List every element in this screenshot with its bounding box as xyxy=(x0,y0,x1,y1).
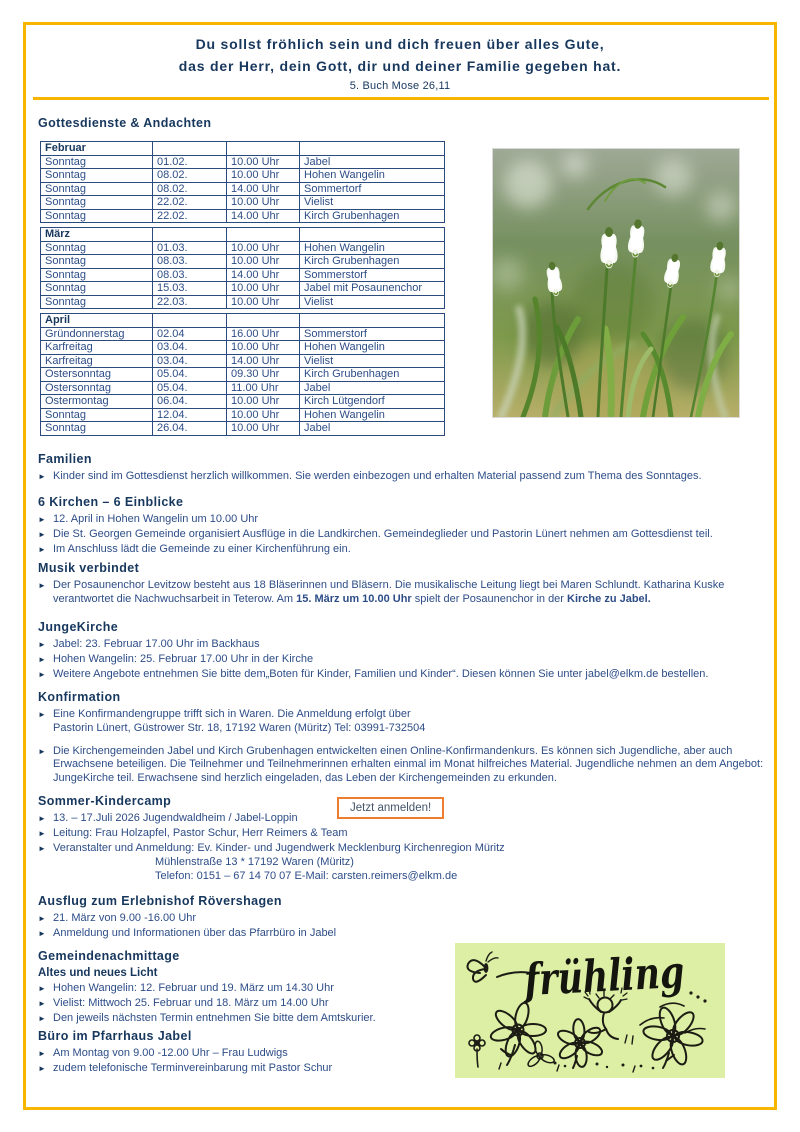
bullet-arrow-icon: ► xyxy=(38,581,46,590)
junge-kirche-item: Weitere Angebote entnehmen Sie bitte dem„Boten für Kinder, Familien und Kinder“. Diesen können Sie unter jabel@elkm.de bestellen. xyxy=(53,667,709,680)
schedule-month-header-row xyxy=(41,314,445,328)
kirchen-item: 12. April in Hohen Wangelin um 10.00 Uhr xyxy=(53,513,259,525)
gemeindenachmittage-item: Hohen Wangelin: 12. Februar und 19. März um 14.30 Uhr xyxy=(53,982,334,994)
schedule-cell: 10.00 Uhr xyxy=(227,169,300,183)
junge-kirche-item: Jabel: 23. Februar 17.00 Uhr im Backhaus xyxy=(53,638,260,650)
bullet-arrow-icon: ► xyxy=(38,914,46,923)
schedule-cell: Jabel mit Posaunenchor xyxy=(300,282,445,296)
schedule-cell: 10.00 Uhr xyxy=(227,155,300,169)
schedule-month-header-row xyxy=(41,228,445,242)
verse-line-1: Du sollst fröhlich sein und dich freuen über alles Gute, xyxy=(195,36,605,52)
schedule-cell: 10.00 Uhr xyxy=(227,395,300,409)
schedule-row xyxy=(41,209,445,223)
bullet-arrow-icon: ► xyxy=(38,529,46,539)
schedule-row xyxy=(41,354,445,368)
schedule-empty-cell xyxy=(227,228,300,242)
schedule-cell: Sommerstorf xyxy=(300,268,445,282)
schedule-cell: 01.03. xyxy=(153,241,227,255)
schedule-cell: 14.00 Uhr xyxy=(227,354,300,368)
schedule-cell: Sommertorf xyxy=(300,182,445,196)
bullet-arrow-icon: ► xyxy=(38,710,46,719)
familien-item: Kinder sind im Gottesdienst herzlich willkommen. Sie werden einbezogen und erhalten Material passend zum Thema des Sonntages. xyxy=(53,470,702,482)
section-6-kirchen xyxy=(38,495,770,557)
schedule-cell: 15.03. xyxy=(153,282,227,296)
schedule-cell: Ostersonntag xyxy=(41,381,153,395)
schedule-row xyxy=(41,241,445,255)
schedule-cell: 14.00 Uhr xyxy=(227,209,300,223)
schedule-row xyxy=(41,268,445,282)
schedule-cell: 08.03. xyxy=(153,268,227,282)
kindercamp-item: Veranstalter und Anmeldung: Ev. Kinder- und Jugendwerk Mecklenburg Kirchenregion Müritz xyxy=(53,841,505,854)
schedule-empty-cell xyxy=(300,314,445,328)
bullet-arrow-icon: ► xyxy=(38,1013,46,1023)
schedule-cell: 14.00 Uhr xyxy=(227,268,300,282)
schedule-empty-cell xyxy=(153,142,227,156)
schedule-cell: Sonntag xyxy=(41,182,153,196)
bullet-arrow-icon: ► xyxy=(38,984,46,993)
schedule-cell: 22.02. xyxy=(153,209,227,223)
schedule-cell: Jabel xyxy=(300,155,445,169)
ausflug-heading: Ausflug zum Erlebnishof Rövershagen xyxy=(38,894,282,908)
bullet-arrow-icon: ► xyxy=(38,654,46,664)
schedule-cell: Sonntag xyxy=(41,155,153,169)
section-buero xyxy=(38,1029,448,1077)
schedule-row xyxy=(41,381,445,395)
kirchen-item: Im Anschluss lädt die Gemeinde zu einer Kirchenführung ein. xyxy=(53,542,351,555)
schedule-cell: 01.02. xyxy=(153,155,227,169)
schedule-cell: Sonntag xyxy=(41,196,153,210)
section-familien xyxy=(38,452,770,485)
schedule-title: Gottesdienste & Andachten xyxy=(38,116,212,130)
section-gottesdienste xyxy=(38,116,770,134)
junge-kirche-heading: JungeKirche xyxy=(38,620,119,634)
schedule-row xyxy=(41,282,445,296)
schedule-cell: Sonntag xyxy=(41,282,153,296)
schedule-cell: 10.00 Uhr xyxy=(227,196,300,210)
schedule-cell: Hohen Wangelin xyxy=(300,341,445,355)
schedule-row xyxy=(41,395,445,409)
schedule-cell: 10.00 Uhr xyxy=(227,255,300,269)
section-musik xyxy=(38,561,770,608)
schedule-cell: Hohen Wangelin xyxy=(300,408,445,422)
ausflug-item: Anmeldung und Informationen über das Pfarrbüro in Jabel xyxy=(53,926,337,939)
schedule-empty-cell xyxy=(227,314,300,328)
schedule-cell: 05.04. xyxy=(153,368,227,382)
schedule-cell: 10.00 Uhr xyxy=(227,422,300,436)
schedule-cell: Kirch Grubenhagen xyxy=(300,255,445,269)
schedule-cell: Sonntag xyxy=(41,268,153,282)
schedule-cell: Ostersonntag xyxy=(41,368,153,382)
musik-paragraph xyxy=(53,579,770,607)
konfirmation-item-line2: Pastorin Lünert, Güstrower Str. 18, 17192 Waren (Müritz) Tel: 03991-732504 xyxy=(53,721,426,734)
schedule-cell: 08.03. xyxy=(153,255,227,269)
konfirmation-item: Die Kirchengemeinden Jabel und Kirch Grubenhagen entwickelten einen Online-Konfirmandenkurs. Es können sich Jugendliche, aber auch Erwachsene beteiligen. Die Teilnehmer und Teilnehmerinnen erhalten einmal im Monat hilfreiches Material. Jugendliche nehmen an dem Angebot: JungeKirche teil. Erwachsene sind herzlich eingeladen, das Leben der Kirchengemeinden zu erkunden. xyxy=(53,744,764,785)
schedule-cell: Sonntag xyxy=(41,169,153,183)
fruehling-word-text: frühling xyxy=(523,944,725,1007)
konfirmation-heading: Konfirmation xyxy=(38,690,121,704)
musik-text: Der Posaunenchor Levitzow besteht aus 18 Bläserinnen und Bläsern. Die musikalische Leitung liegt bei Maren Schlundt. Katharina Kuske verantwortet die Nachwuchsarbeit in Teterow. Am xyxy=(53,579,725,605)
schedule-cell: Vielist xyxy=(300,295,445,309)
schedule-month-name: Februar xyxy=(41,142,153,156)
schedule-cell: Sonntag xyxy=(41,422,153,436)
schedule-cell: Gründonnerstag xyxy=(41,327,153,341)
schedule-row xyxy=(41,422,445,436)
musik-heading: Musik verbindet xyxy=(38,561,140,575)
schedule-empty-cell xyxy=(153,314,227,328)
bullet-arrow-icon: ► xyxy=(38,814,46,823)
schedule-cell: Vielist xyxy=(300,196,445,210)
schedule-cell: 03.04. xyxy=(153,354,227,368)
kindercamp-address-line1: Mühlenstraße 13 * 17192 Waren (Müritz) xyxy=(155,856,354,869)
section-ausflug xyxy=(38,894,770,942)
schedule-cell: 22.02. xyxy=(153,196,227,210)
service-schedule xyxy=(40,141,444,440)
schedule-cell: Karfreitag xyxy=(41,341,153,355)
schedule-cell: 06.04. xyxy=(153,395,227,409)
gemeindenachmittage-heading: Gemeindenachmittage xyxy=(38,949,180,963)
schedule-empty-cell xyxy=(300,142,445,156)
section-gemeindenachmittage xyxy=(38,949,448,1026)
schedule-cell: Jabel xyxy=(300,422,445,436)
junge-kirche-item: Hohen Wangelin: 25. Februar 17.00 Uhr in der Kirche xyxy=(53,652,314,665)
ausflug-item: 21. März von 9.00 -16.00 Uhr xyxy=(53,912,197,924)
schedule-month-name: März xyxy=(41,228,153,242)
musik-date-bold: 15. März um 10.00 Uhr xyxy=(296,592,412,605)
schedule-cell: Sonntag xyxy=(41,241,153,255)
schedule-empty-cell xyxy=(300,228,445,242)
schedule-row xyxy=(41,182,445,196)
kindercamp-heading: Sommer-Kindercamp xyxy=(38,794,172,808)
schedule-cell: 14.00 Uhr xyxy=(227,182,300,196)
gemeindenachmittage-subheading: Altes und neues Licht xyxy=(38,967,158,979)
schedule-row xyxy=(41,196,445,210)
bullet-arrow-icon: ► xyxy=(38,472,46,481)
schedule-row xyxy=(41,295,445,309)
schedule-cell: Sonntag xyxy=(41,209,153,223)
bullet-arrow-icon: ► xyxy=(38,843,46,853)
schedule-row xyxy=(41,155,445,169)
schedule-table-maerz xyxy=(40,227,445,309)
schedule-cell: 10.00 Uhr xyxy=(227,282,300,296)
kindercamp-item: 13. – 17.Juli 2026 Jugendwaldheim / Jabel-Loppin xyxy=(53,812,298,824)
verse-line-2: das der Herr, dein Gott, dir und deiner Familie gegeben hat. xyxy=(178,58,622,74)
schedule-cell: 10.00 Uhr xyxy=(227,295,300,309)
schedule-cell: 11.00 Uhr xyxy=(227,381,300,395)
musik-place-bold: Kirche zu Jabel. xyxy=(567,592,651,605)
section-junge-kirche xyxy=(38,620,770,682)
schedule-cell: Sonntag xyxy=(41,408,153,422)
schedule-row xyxy=(41,169,445,183)
schedule-cell: Kirch Grubenhagen xyxy=(300,209,445,223)
kindercamp-address-line2: Telefon: 0151 – 67 14 70 07 E-Mail: carsten.reimers@elkm.de xyxy=(155,870,458,883)
bible-verse xyxy=(23,33,777,92)
schedule-cell: 10.00 Uhr xyxy=(227,408,300,422)
konfirmation-item xyxy=(53,708,770,736)
schedule-row xyxy=(41,341,445,355)
kirchen-heading: 6 Kirchen – 6 Einblicke xyxy=(38,495,184,509)
bullet-arrow-icon: ► xyxy=(38,515,46,524)
header-divider-line xyxy=(33,97,769,100)
fruehling-drawing xyxy=(455,943,725,1078)
section-konfirmation xyxy=(38,690,770,787)
schedule-cell: Kirch Grubenhagen xyxy=(300,368,445,382)
bullet-arrow-icon: ► xyxy=(38,640,46,649)
schedule-cell: 22.03. xyxy=(153,295,227,309)
schedule-cell: 09.30 Uhr xyxy=(227,368,300,382)
schedule-cell: 16.00 Uhr xyxy=(227,327,300,341)
familien-heading: Familien xyxy=(38,452,92,466)
bullet-arrow-icon: ► xyxy=(38,746,46,756)
schedule-row xyxy=(41,368,445,382)
schedule-cell: Hohen Wangelin xyxy=(300,241,445,255)
schedule-cell: 08.02. xyxy=(153,169,227,183)
schedule-row xyxy=(41,327,445,341)
schedule-empty-cell xyxy=(153,228,227,242)
schedule-cell: Sonntag xyxy=(41,295,153,309)
buero-heading: Büro im Pfarrhaus Jabel xyxy=(38,1029,192,1043)
kindercamp-item: Leitung: Frau Holzapfel, Pastor Schur, Herr Reimers & Team xyxy=(53,826,348,839)
gemeindenachmittage-item: Vielist: Mittwoch 25. Februar und 18. März um 14.00 Uhr xyxy=(53,996,329,1009)
schedule-cell: Karfreitag xyxy=(41,354,153,368)
schedule-cell: 12.04. xyxy=(153,408,227,422)
register-now-button[interactable]: Jetzt anmelden! xyxy=(337,797,444,819)
bullet-arrow-icon: ► xyxy=(38,828,46,838)
snowdrops-photo xyxy=(492,148,740,418)
schedule-cell: 05.04. xyxy=(153,381,227,395)
kirchen-item: Die St. Georgen Gemeinde organisiert Ausflüge in die Landkirchen. Gemeindeglieder und Pastorin Lünert nehmen am Gottesdienst teil. xyxy=(53,527,713,540)
schedule-cell: Sonntag xyxy=(41,255,153,269)
musik-text: spielt der Posaunenchor in der xyxy=(411,592,568,605)
bullet-arrow-icon: ► xyxy=(38,998,46,1008)
schedule-cell: 08.02. xyxy=(153,182,227,196)
schedule-month-name: April xyxy=(41,314,153,328)
verse-reference: 5. Buch Mose 26,11 xyxy=(349,80,451,92)
konfirmation-item-line1: Eine Konfirmandengruppe trifft sich in Waren. Die Anmeldung erfolgt über xyxy=(53,708,411,720)
schedule-cell: 02.04 xyxy=(153,327,227,341)
schedule-cell: 03.04. xyxy=(153,341,227,355)
bullet-arrow-icon: ► xyxy=(38,1063,46,1073)
schedule-cell: Jabel xyxy=(300,381,445,395)
bullet-arrow-icon: ► xyxy=(38,544,46,554)
schedule-cell: Hohen Wangelin xyxy=(300,169,445,183)
gemeindenachmittage-item: Den jeweils nächsten Termin entnehmen Sie bitte dem Amtskurier. xyxy=(53,1011,376,1024)
schedule-cell: Vielist xyxy=(300,354,445,368)
schedule-empty-cell xyxy=(227,142,300,156)
schedule-row xyxy=(41,255,445,269)
schedule-cell: 10.00 Uhr xyxy=(227,241,300,255)
schedule-cell: 10.00 Uhr xyxy=(227,341,300,355)
bullet-arrow-icon: ► xyxy=(38,928,46,938)
schedule-row xyxy=(41,408,445,422)
schedule-cell: 26.04. xyxy=(153,422,227,436)
bullet-arrow-icon: ► xyxy=(38,669,46,679)
schedule-cell: Sommerstorf xyxy=(300,327,445,341)
buero-item: Am Montag von 9.00 -12.00 Uhr – Frau Ludwigs xyxy=(53,1047,288,1059)
schedule-month-header-row xyxy=(41,142,445,156)
schedule-cell: Kirch Lütgendorf xyxy=(300,395,445,409)
schedule-table-april xyxy=(40,313,445,436)
schedule-table-februar xyxy=(40,141,445,223)
buero-item: zudem telefonische Terminvereinbarung mit Pastor Schur xyxy=(53,1061,333,1074)
schedule-cell: Ostermontag xyxy=(41,395,153,409)
bullet-arrow-icon: ► xyxy=(38,1049,46,1058)
